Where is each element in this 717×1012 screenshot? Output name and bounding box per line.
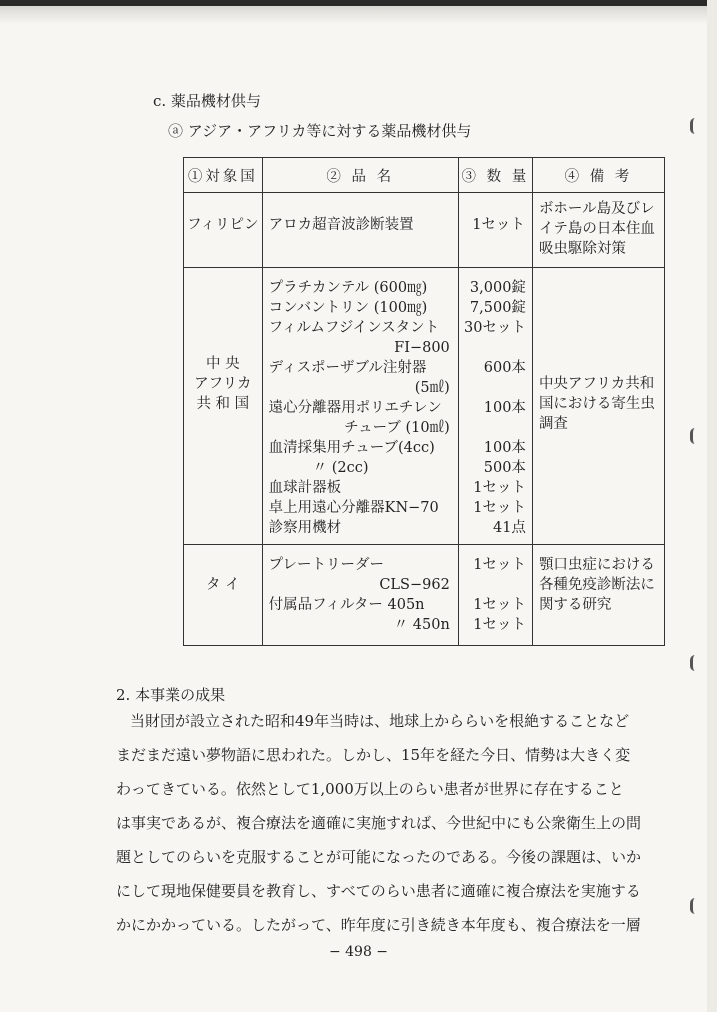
paragraph-line: にして現地保健要員を教育し、すべてのらい患者に適確に複合療法を実施する	[116, 882, 641, 900]
item-name: コンバントリン (100㎎)	[268, 300, 428, 316]
country-name: フィリピン	[187, 217, 259, 233]
country-cell	[184, 268, 263, 545]
country-cell	[184, 193, 263, 268]
section-heading-a: ⓐ アジア・アフリカ等に対する薬品機材供与	[168, 122, 472, 140]
note-line: 関する研究	[538, 597, 612, 613]
item-name: 遠心分離器用ポリエチレン	[268, 400, 442, 416]
country-name: タ イ	[206, 577, 240, 593]
country-name: 共 和 国	[196, 396, 250, 412]
paragraph-line: 題としてのらいを克服することが可能になったのである。今後の課題は、いか	[116, 848, 642, 866]
header-item-name: ② 品 名	[262, 158, 458, 193]
item-quantity: 1セット	[472, 217, 525, 233]
table-header-row	[184, 158, 665, 193]
item-quantity: 1セット	[473, 500, 526, 516]
section-heading-c: c. 薬品機材供与	[153, 92, 261, 110]
section-2-title: 2. 本事業の成果	[116, 686, 226, 704]
item-quantity	[459, 338, 532, 358]
note-line: 中央アフリカ共和	[538, 376, 655, 392]
note-line: 顎口虫症における	[538, 557, 655, 573]
country-name: アフリカ	[194, 376, 252, 392]
item-quantity: 1セット	[473, 597, 526, 613]
quantity-cell	[458, 193, 532, 268]
item-quantity: 1セット	[473, 617, 526, 633]
table-row-thailand	[184, 545, 665, 646]
note-line: イテ島の日本住血	[538, 221, 655, 237]
supply-table	[183, 157, 665, 646]
page-number: − 498 −	[328, 944, 389, 960]
item-name: (5㎖)	[414, 380, 450, 396]
item-name: 卓上用遠心分離器KN−70	[268, 500, 439, 516]
paragraph-line: 当財団が設立された昭和49年当時は、地球上かららいを根絶することなど	[130, 712, 630, 730]
binding-edge	[707, 0, 717, 1012]
note-cell	[532, 268, 664, 545]
item-name: 血清採集用チューブ(4cc)	[268, 440, 435, 456]
item-cell	[262, 545, 458, 646]
item-name: 〃 (2cc)	[312, 460, 369, 476]
item-quantity	[459, 575, 532, 595]
item-quantity: 41点	[492, 520, 526, 536]
note-line: 各種免疫診断法に	[538, 577, 655, 593]
paragraph-line: まだまだ遠い夢物語に思われた。しかし、15年を経た今日、情勢は大きく変	[116, 746, 631, 764]
quantity-cell	[458, 545, 532, 646]
note-line: 吸虫駆除対策	[538, 241, 626, 257]
scan-shadow	[0, 6, 717, 24]
item-name: 診察用機材	[268, 520, 342, 536]
table-row-central-african-republic	[184, 268, 665, 545]
binding-mark	[690, 898, 703, 914]
item-quantity: 600本	[483, 360, 526, 376]
note-line: ボホール島及びレ	[538, 201, 655, 217]
country-cell	[184, 545, 263, 646]
note-line: 調査	[538, 416, 568, 432]
item-name: 血球計器板	[268, 480, 342, 496]
item-name: FI−800	[394, 340, 450, 356]
paragraph-line: かにかかっている。したがって、昨年度に引き続き本年度も、複合療法を一層	[116, 916, 641, 934]
binding-mark	[690, 118, 703, 134]
paragraph-line: わってきている。依然として1,000万以上のらい患者が世界に存在すること	[116, 780, 624, 798]
item-quantity: 30セット	[463, 320, 526, 336]
item-name: プラチカンテル (600㎎)	[268, 280, 428, 296]
item-name: ディスポーザブル注射器	[268, 360, 427, 376]
item-name: プレートリーダー	[268, 557, 385, 573]
item-quantity: 3,000錠	[469, 280, 526, 296]
item-name: 〃 450n	[393, 617, 450, 633]
note-cell	[532, 193, 664, 268]
item-name: アロカ超音波診断装置	[268, 217, 414, 233]
item-name: 付属品フィルター 405n	[268, 597, 425, 613]
item-cell	[262, 268, 458, 545]
country-name: 中 央	[206, 356, 240, 372]
item-quantity: 100本	[483, 440, 526, 456]
header-quantity: ③ 数 量	[458, 158, 532, 193]
paragraph-line: は事実であるが、複合療法を適確に実施すれば、今世紀中にも公衆衛生上の問	[116, 814, 642, 832]
item-quantity	[459, 418, 532, 438]
item-quantity: 500本	[483, 460, 526, 476]
body-paragraph	[116, 704, 664, 942]
header-notes: ④ 備 考	[532, 158, 664, 193]
table-row-philippines	[184, 193, 665, 268]
item-quantity: 7,500錠	[469, 300, 526, 316]
item-quantity	[459, 378, 532, 398]
item-quantity: 1セット	[473, 480, 526, 496]
item-cell	[262, 193, 458, 268]
item-quantity: 100本	[483, 400, 526, 416]
item-name: フィルムフジインスタント	[268, 320, 440, 336]
item-quantity: 1セット	[473, 557, 526, 573]
header-country: ①対象国	[184, 158, 263, 193]
binding-mark	[690, 655, 703, 671]
binding-mark	[690, 428, 703, 444]
quantity-cell	[458, 268, 532, 545]
note-cell	[532, 545, 664, 646]
item-name: チューブ (10㎖)	[344, 420, 450, 436]
item-name: CLS−962	[379, 577, 450, 593]
note-line: 国における寄生虫	[538, 396, 655, 412]
